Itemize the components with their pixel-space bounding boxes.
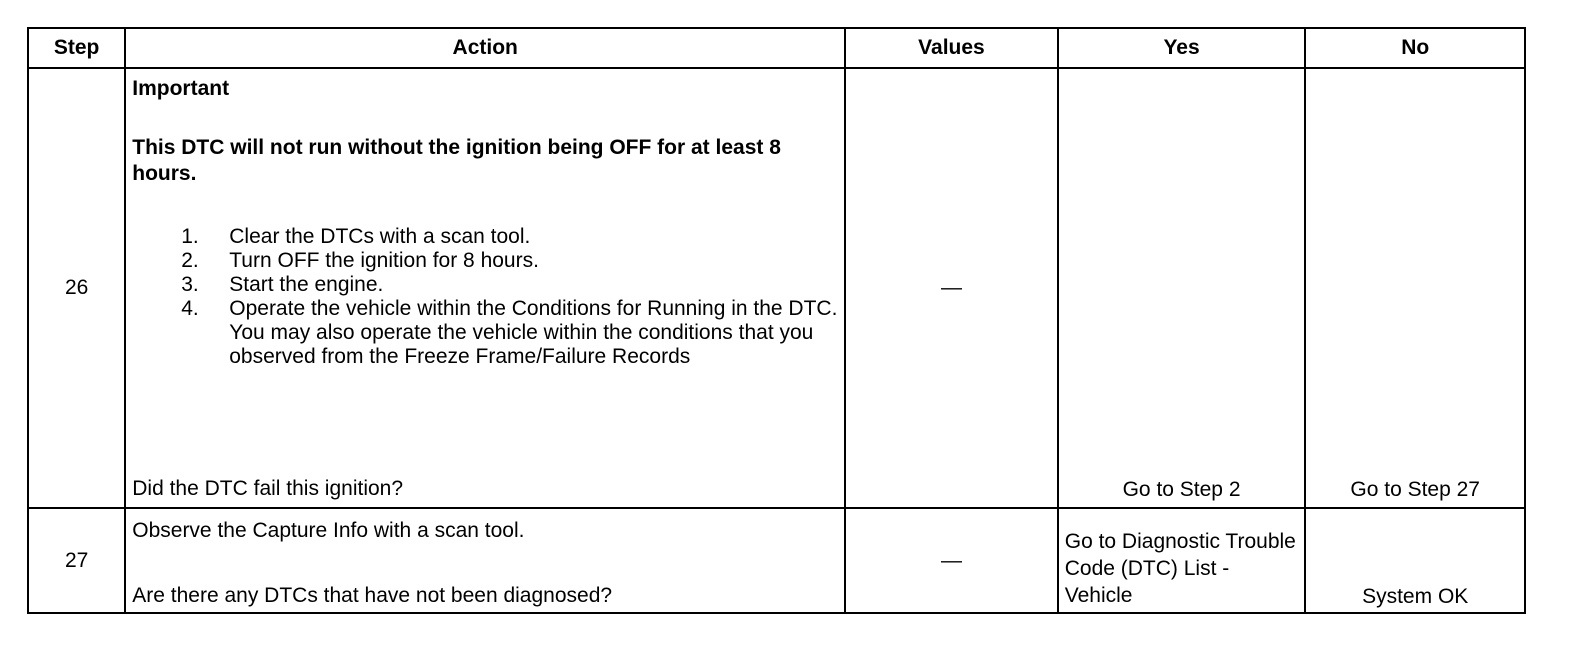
no-result: System OK — [1362, 585, 1469, 608]
list-item — [132, 297, 838, 369]
action-cell — [125, 68, 845, 508]
list-item-text: Turn OFF the ignition for 8 hours. — [229, 249, 539, 272]
yes-result: Go to Diagnostic Trouble Code (DTC) List - Vehicle — [1064, 530, 1296, 607]
no-result: Go to Step 27 — [1350, 478, 1480, 501]
yes-result: Go to Step 2 — [1122, 478, 1241, 501]
list-item-text: Start the engine. — [229, 273, 384, 296]
header-action: Action — [125, 28, 845, 68]
question-text: Did the DTC fail this ignition? — [132, 477, 404, 500]
header-no: No — [1305, 28, 1525, 68]
no-cell — [1305, 68, 1525, 508]
step-number: 26 — [28, 68, 125, 508]
important-label: Important — [132, 77, 230, 100]
no-cell — [1305, 508, 1525, 613]
list-item-text: Clear the DTCs with a scan tool. — [229, 225, 531, 248]
table-row-step-27 — [28, 508, 1525, 613]
question-text: Are there any DTCs that have not been diagnosed? — [132, 584, 613, 607]
header-row — [28, 28, 1525, 68]
list-item — [132, 273, 838, 297]
header-values: Values — [845, 28, 1058, 68]
list-item — [132, 225, 838, 249]
header-step: Step — [28, 28, 125, 68]
list-item-number: 1. — [181, 225, 199, 248]
important-text: This DTC will not run without the ignition being OFF for at least 8 hours. — [132, 136, 781, 185]
step-number: 27 — [28, 508, 125, 613]
yes-cell — [1058, 68, 1306, 508]
action-cell — [125, 508, 845, 613]
table-row-step-26 — [28, 68, 1525, 508]
value-cell: — — [845, 68, 1058, 508]
yes-cell — [1058, 508, 1306, 613]
header-yes: Yes — [1058, 28, 1306, 68]
diagnostic-table — [27, 27, 1526, 614]
value-cell: — — [845, 508, 1058, 613]
instruction-text: Observe the Capture Info with a scan tool. — [132, 519, 525, 542]
procedure-list — [132, 225, 838, 369]
list-item-text: Operate the vehicle within the Conditions for Running in the DTC. You may also operate the vehicle within the conditions that you observed from the Freeze Frame/Failure Records — [229, 297, 838, 368]
list-item-number: 3. — [181, 273, 199, 296]
list-item — [132, 249, 838, 273]
list-item-number: 4. — [181, 297, 199, 320]
list-item-number: 2. — [181, 249, 199, 272]
